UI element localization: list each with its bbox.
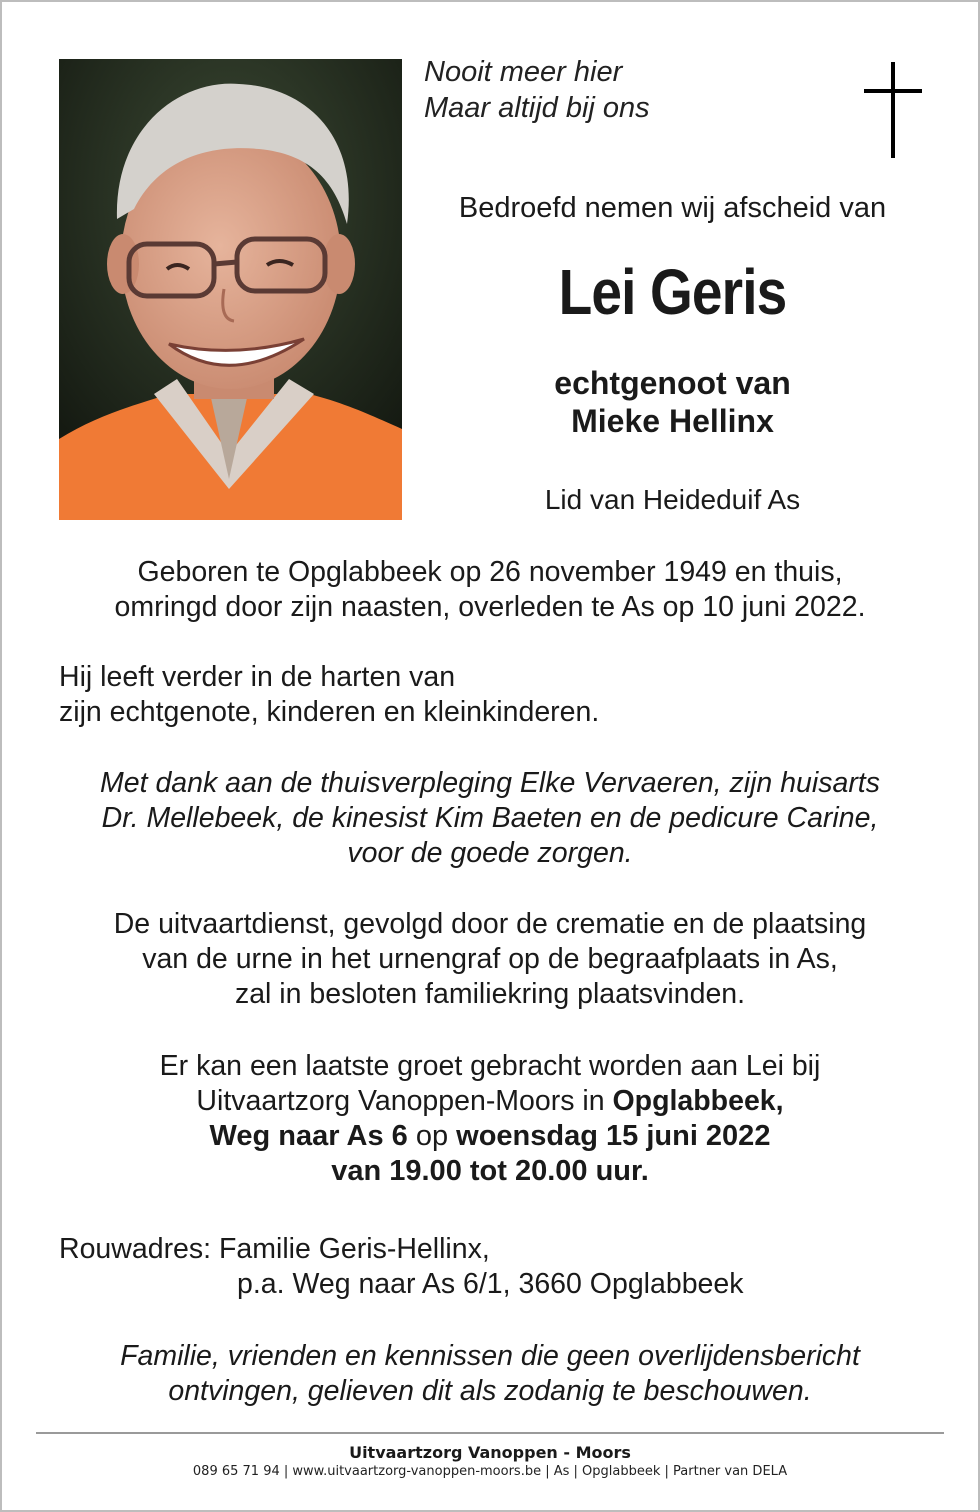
portrait-photo: [59, 59, 402, 520]
lives-line-1: Hij leeft verder in de harten van: [59, 661, 456, 693]
membership: Lid van Heideduif As: [544, 484, 801, 515]
lives-line-2: zijn echtgenote, kinderen en kleinkinderen.: [59, 696, 600, 728]
footer-company: Uitvaartzorg Vanoppen - Moors: [349, 1443, 631, 1462]
greeting-date: woensdag 15 juni 2022: [456, 1120, 771, 1152]
greeting-paragraph: [40, 1049, 940, 1189]
born-line-2: omringd door zijn naasten, overleden te As op 10 juni 2022.: [114, 591, 866, 623]
motto-line-1: Nooit meer hier: [424, 56, 623, 88]
born-died-paragraph: [40, 555, 940, 625]
lives-on-paragraph: [59, 660, 959, 730]
greeting-town: Opglabbeek,: [612, 1085, 784, 1117]
intro-text: Bedroefd nemen wij afscheid van: [458, 192, 887, 224]
thanks-paragraph: [40, 766, 940, 871]
service-line-1: De uitvaartdienst, gevolgd door de crematie en de plaatsing: [113, 908, 867, 940]
service-line-2: van de urne in het urnengraf op de begraafplaats in As,: [142, 943, 838, 975]
cross-icon: [864, 62, 922, 158]
footer-contact: 089 65 71 94 | www.uitvaartzorg-vanoppen-moors.be | As | Opglabbeek | Partner van DELA: [192, 1464, 788, 1479]
spouse-line-2: Mieke Hellinx: [571, 403, 774, 439]
thanks-line-1: Met dank aan de thuisverpleging Elke Vervaeren, zijn huisarts: [100, 767, 880, 799]
greeting-on: op: [407, 1120, 457, 1152]
greeting-line-2: [40, 1084, 940, 1119]
motto-line-2: Maar altijd bij ons: [424, 92, 650, 124]
greeting-line-3: [40, 1119, 940, 1154]
spouse-info: [420, 364, 925, 440]
notice-line-2: ontvingen, gelieven dit als zodanig te beschouwen.: [168, 1375, 812, 1407]
service-paragraph: [40, 907, 940, 1012]
greeting-time: van 19.00 tot 20.00 uur.: [331, 1155, 649, 1187]
greeting-line-1: Er kan een laatste groet gebracht worden aan Lei bij: [159, 1050, 821, 1082]
funeral-home-text: Uitvaartzorg Vanoppen-Moors in: [196, 1085, 613, 1117]
deceased-name: Lei Geris: [558, 256, 787, 328]
born-line-1: Geboren te Opglabbeek op 26 november 1949 en thuis,: [137, 556, 843, 588]
motto: [424, 54, 650, 126]
thanks-line-2: Dr. Mellebeek, de kinesist Kim Baeten en de pedicure Carine,: [101, 802, 879, 834]
greeting-street: Weg naar As 6: [209, 1120, 408, 1152]
address-line-1: Rouwadres: Familie Geris-Hellinx,: [59, 1233, 490, 1265]
notice-paragraph: [40, 1339, 940, 1409]
spouse-line-1: echtgenoot van: [554, 365, 791, 401]
thanks-line-3: voor de goede zorgen.: [347, 837, 633, 869]
footer-divider: [36, 1432, 944, 1434]
mourning-address: [59, 1232, 959, 1302]
address-line-2: p.a. Weg naar As 6/1, 3660 Opglabbeek: [237, 1268, 744, 1300]
notice-line-1: Familie, vrienden en kennissen die geen overlijdensbericht: [120, 1340, 860, 1372]
service-line-3: zal in besloten familiekring plaatsvinden.: [234, 978, 746, 1010]
